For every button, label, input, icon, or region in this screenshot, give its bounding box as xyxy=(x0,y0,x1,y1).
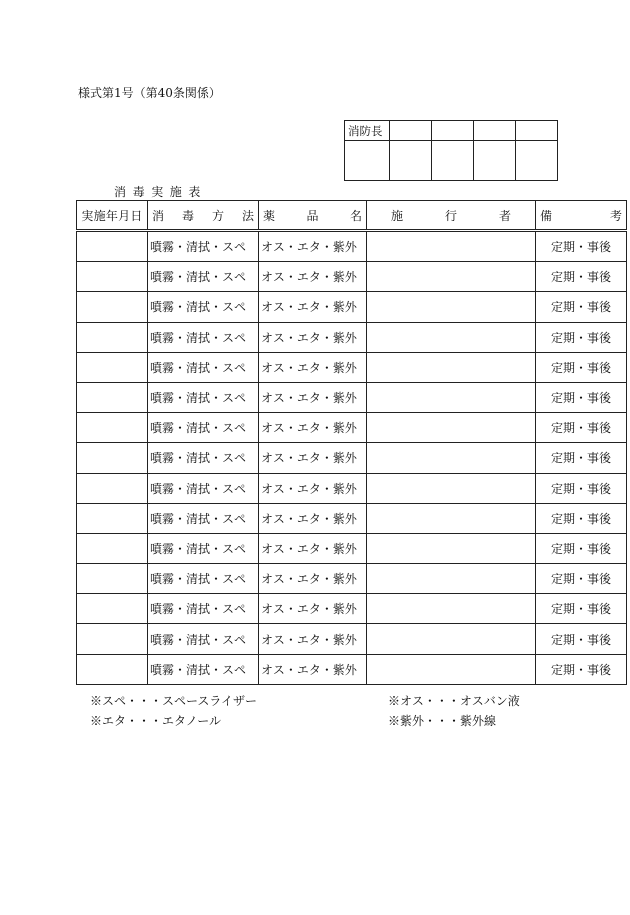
row-operator-cell[interactable] xyxy=(367,382,536,412)
row-remarks-cell[interactable]: 定期・事後 xyxy=(536,262,627,292)
table-row xyxy=(77,654,627,684)
legend-uv: ※紫外・・・紫外線 xyxy=(388,714,497,728)
row-date-cell[interactable] xyxy=(77,654,148,684)
disinfection-log-table xyxy=(76,200,627,685)
row-drug-cell[interactable]: オス・エタ・紫外 xyxy=(259,533,367,563)
row-method-cell[interactable]: 噴霧・清拭・スペ xyxy=(148,564,259,594)
row-remarks-cell[interactable]: 定期・事後 xyxy=(536,292,627,322)
row-method-cell[interactable]: 噴霧・清拭・スペ xyxy=(148,594,259,624)
row-remarks-cell[interactable]: 定期・事後 xyxy=(536,231,627,262)
row-drug-cell[interactable]: オス・エタ・紫外 xyxy=(259,594,367,624)
table-row xyxy=(77,624,627,654)
row-drug-cell[interactable]: オス・エタ・紫外 xyxy=(259,624,367,654)
row-date-cell[interactable] xyxy=(77,594,148,624)
approval-header-cell xyxy=(390,121,432,141)
table-title: 消毒実施表 xyxy=(114,185,208,199)
row-drug-cell[interactable]: オス・エタ・紫外 xyxy=(259,231,367,262)
approval-header-cell xyxy=(432,121,474,141)
form-number: 様式第1号（第40条関係） xyxy=(78,86,221,100)
legend-osu: ※オス・・・オスバン液 xyxy=(388,694,520,708)
header-remarks: 備考 xyxy=(536,201,627,231)
row-method-cell[interactable]: 噴霧・清拭・スペ xyxy=(148,292,259,322)
table-row xyxy=(77,231,627,262)
row-remarks-cell[interactable]: 定期・事後 xyxy=(536,533,627,563)
header-method: 消毒方法 xyxy=(148,201,259,231)
row-operator-cell[interactable] xyxy=(367,413,536,443)
row-remarks-cell[interactable]: 定期・事後 xyxy=(536,322,627,352)
row-operator-cell[interactable] xyxy=(367,231,536,262)
row-operator-cell[interactable] xyxy=(367,443,536,473)
approval-stamp-cell[interactable] xyxy=(345,141,390,181)
row-method-cell[interactable]: 噴霧・清拭・スペ xyxy=(148,503,259,533)
row-date-cell[interactable] xyxy=(77,533,148,563)
row-drug-cell[interactable]: オス・エタ・紫外 xyxy=(259,322,367,352)
row-method-cell[interactable]: 噴霧・清拭・スペ xyxy=(148,443,259,473)
row-date-cell[interactable] xyxy=(77,443,148,473)
row-drug-cell[interactable]: オス・エタ・紫外 xyxy=(259,443,367,473)
row-date-cell[interactable] xyxy=(77,413,148,443)
row-date-cell[interactable] xyxy=(77,352,148,382)
row-date-cell[interactable] xyxy=(77,231,148,262)
approval-stamp-table xyxy=(344,120,558,181)
row-date-cell[interactable] xyxy=(77,503,148,533)
row-remarks-cell[interactable]: 定期・事後 xyxy=(536,352,627,382)
row-drug-cell[interactable]: オス・エタ・紫外 xyxy=(259,564,367,594)
row-drug-cell[interactable]: オス・エタ・紫外 xyxy=(259,413,367,443)
row-date-cell[interactable] xyxy=(77,262,148,292)
approval-header-cell xyxy=(474,121,516,141)
row-date-cell[interactable] xyxy=(77,382,148,412)
row-remarks-cell[interactable]: 定期・事後 xyxy=(536,413,627,443)
row-date-cell[interactable] xyxy=(77,322,148,352)
approval-stamp-cell[interactable] xyxy=(474,141,516,181)
row-drug-cell[interactable]: オス・エタ・紫外 xyxy=(259,352,367,382)
row-drug-cell[interactable]: オス・エタ・紫外 xyxy=(259,503,367,533)
row-method-cell[interactable]: 噴霧・清拭・スペ xyxy=(148,413,259,443)
row-method-cell[interactable]: 噴霧・清拭・スペ xyxy=(148,382,259,412)
row-method-cell[interactable]: 噴霧・清拭・スペ xyxy=(148,352,259,382)
row-operator-cell[interactable] xyxy=(367,624,536,654)
row-drug-cell[interactable]: オス・エタ・紫外 xyxy=(259,292,367,322)
row-operator-cell[interactable] xyxy=(367,262,536,292)
row-drug-cell[interactable]: オス・エタ・紫外 xyxy=(259,382,367,412)
row-operator-cell[interactable] xyxy=(367,352,536,382)
table-row xyxy=(77,564,627,594)
row-drug-cell[interactable]: オス・エタ・紫外 xyxy=(259,262,367,292)
row-operator-cell[interactable] xyxy=(367,564,536,594)
row-remarks-cell[interactable]: 定期・事後 xyxy=(536,624,627,654)
approval-stamp-cell[interactable] xyxy=(516,141,558,181)
row-method-cell[interactable]: 噴霧・清拭・スペ xyxy=(148,533,259,563)
table-row xyxy=(77,413,627,443)
table-row xyxy=(77,292,627,322)
row-method-cell[interactable]: 噴霧・清拭・スペ xyxy=(148,262,259,292)
row-operator-cell[interactable] xyxy=(367,533,536,563)
approval-stamp-cell[interactable] xyxy=(390,141,432,181)
header-drug: 薬品名 xyxy=(259,201,367,231)
approval-stamp-cell[interactable] xyxy=(432,141,474,181)
row-date-cell[interactable] xyxy=(77,292,148,322)
table-row xyxy=(77,533,627,563)
row-operator-cell[interactable] xyxy=(367,503,536,533)
row-remarks-cell[interactable]: 定期・事後 xyxy=(536,594,627,624)
row-drug-cell[interactable]: オス・エタ・紫外 xyxy=(259,654,367,684)
row-date-cell[interactable] xyxy=(77,564,148,594)
row-operator-cell[interactable] xyxy=(367,654,536,684)
table-row xyxy=(77,594,627,624)
header-operator: 施行者 xyxy=(367,201,536,231)
row-date-cell[interactable] xyxy=(77,473,148,503)
header-date: 実施年月日 xyxy=(77,201,148,231)
table-row xyxy=(77,382,627,412)
approval-header-cell xyxy=(516,121,558,141)
row-drug-cell[interactable]: オス・エタ・紫外 xyxy=(259,473,367,503)
table-row xyxy=(77,322,627,352)
row-remarks-cell[interactable]: 定期・事後 xyxy=(536,443,627,473)
table-row xyxy=(77,262,627,292)
table-row xyxy=(77,443,627,473)
row-operator-cell[interactable] xyxy=(367,594,536,624)
row-remarks-cell[interactable]: 定期・事後 xyxy=(536,564,627,594)
row-date-cell[interactable] xyxy=(77,624,148,654)
row-remarks-cell[interactable]: 定期・事後 xyxy=(536,382,627,412)
row-operator-cell[interactable] xyxy=(367,322,536,352)
row-remarks-cell[interactable]: 定期・事後 xyxy=(536,473,627,503)
table-row xyxy=(77,473,627,503)
row-method-cell[interactable]: 噴霧・清拭・スペ xyxy=(148,473,259,503)
row-remarks-cell[interactable]: 定期・事後 xyxy=(536,654,627,684)
row-method-cell[interactable]: 噴霧・清拭・スペ xyxy=(148,322,259,352)
legend-spe: ※スペ・・・スペースライザー xyxy=(90,694,258,708)
row-method-cell[interactable]: 噴霧・清拭・スペ xyxy=(148,231,259,262)
row-method-cell[interactable]: 噴霧・清拭・スペ xyxy=(148,624,259,654)
table-row xyxy=(77,503,627,533)
approval-label-fire-chief: 消防長 xyxy=(345,121,390,141)
row-method-cell[interactable]: 噴霧・清拭・スペ xyxy=(148,654,259,684)
table-header-row xyxy=(77,201,627,231)
table-row xyxy=(77,352,627,382)
legend-eta: ※エタ・・・エタノール xyxy=(90,714,222,728)
row-remarks-cell[interactable]: 定期・事後 xyxy=(536,503,627,533)
row-operator-cell[interactable] xyxy=(367,473,536,503)
row-operator-cell[interactable] xyxy=(367,292,536,322)
